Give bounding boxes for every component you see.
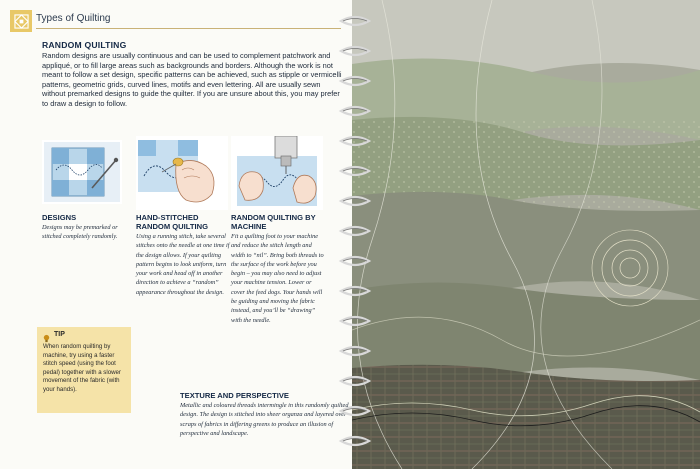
designs-text: Designs may be premarked or stitched completely randomly.	[42, 224, 118, 241]
designs-heading: DESIGNS	[42, 213, 77, 222]
header-rule	[36, 28, 341, 29]
texture-text: Metallic and coloured threads intermingle in this randomly quilted design. The design is stitched into sheer organza and layered over scraps of fabrics in differing greens to produce an illusion of perspective and landscape.	[180, 402, 349, 437]
machine-quilting-heading: RANDOM QUILTING BY MACHINE	[231, 213, 316, 231]
spiral-binding	[337, 0, 373, 469]
machine-quilting-text: Fit a quilting foot to your machine and reduce the stitch length and width to “nil”. Bring both threads to the surface of the work before you begin – you may also need to adjust your machine tension. Lower or cover the feed dogs. Your hands will be guiding and moving the fabric instead, and you’ll be “drawing” with the needle.	[231, 233, 324, 324]
spiral-binding-coil	[337, 404, 373, 416]
quilt-photo	[352, 0, 700, 469]
spiral-binding-coil	[337, 44, 373, 56]
random-quilting-intro: Random designs are usually continuous and can be used to complement patchwork and appliqué, or to fill large areas such as backgrounds and borders. Although the work is not meant to follow a set design, specific patterns can be achieved, such as stipple or vermicelli patterns, geometric grids, curved lines, motifs and even lettering. All are usually sewn without premarked designs to guide the quilter. If you are unsure about this, you may prefer to draw a design to follow.	[42, 51, 342, 108]
tip-box	[37, 327, 131, 413]
spiral-binding-coil	[337, 254, 373, 266]
tip-label: TIP	[54, 330, 65, 338]
texture-heading: TEXTURE AND PERSPECTIVE	[180, 391, 290, 400]
hand-stitched-text: Using a running stitch, take several stitches onto the needle at one time if the design allows. If your quilting pattern begins to look uniform, turn your work and head off in another direction to achieve a “random” appearance throughout the design.	[136, 233, 230, 296]
spiral-binding-coil	[337, 434, 373, 446]
section-title: Types of Quilting	[36, 13, 111, 24]
spiral-binding-coil	[337, 134, 373, 146]
tip-text: When random quilting by machine, try using a faster stitch speed (using the foot pedal) together with a slower movement of the fabric (with your hands).	[43, 343, 121, 393]
spiral-binding-coil	[337, 374, 373, 386]
quilt-square-icon	[10, 10, 32, 32]
spiral-binding-coil	[337, 104, 373, 116]
lightbulb-icon	[42, 330, 51, 339]
designs-illustration	[42, 140, 122, 204]
machine-quilting-illustration	[231, 136, 323, 210]
hand-stitching-illustration	[136, 136, 228, 210]
tip-header	[37, 327, 65, 341]
spiral-binding-coil	[337, 74, 373, 86]
spiral-binding-coil	[337, 284, 373, 296]
random-quilting-heading: RANDOM QUILTING	[42, 40, 127, 50]
spiral-binding-coil	[337, 344, 373, 356]
spiral-binding-coil	[337, 14, 373, 26]
spiral-binding-coil	[337, 314, 373, 326]
hand-stitched-heading: HAND-STITCHED RANDOM QUILTING	[136, 213, 208, 231]
spiral-binding-coil	[337, 224, 373, 236]
spiral-binding-coil	[337, 164, 373, 176]
spiral-binding-coil	[337, 194, 373, 206]
